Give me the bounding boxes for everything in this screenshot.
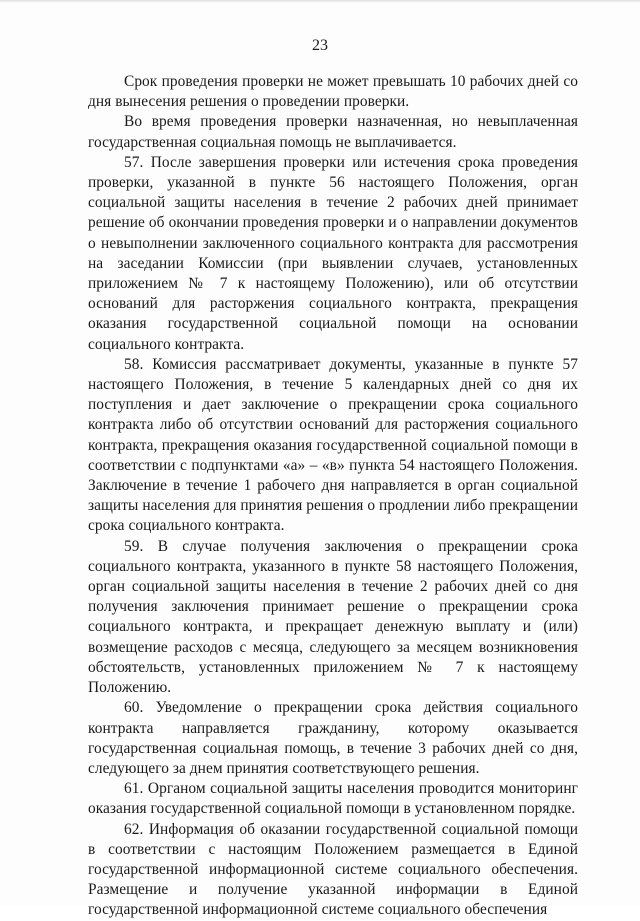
paragraph-59: 59. В случае получения заключения о прекращении срока социального контракта, указанного в пункте 58 настоящего Положения, орган социальной защиты населения в течение 2 рабочих дней со дня получения заключения принимает решение о прекращении срока социального контракта, и прекращает денежную выплату и (или) возмещение расходов с месяца, следующего за месяцем возникновения обстоятельств, установленных приложением № 7 к настоящему Положению. [88, 537, 578, 697]
document-body [88, 72, 578, 921]
paragraph-61: 61. Органом социальной защиты населения проводится мониторинг оказания государственной социальной помощи в установленном порядке. [88, 780, 578, 818]
paragraph-60: 60. Уведомление о прекращении срока действия социального контракта направляется гражданину, которому оказывается государственная социальная помощь, в течение 3 рабочих дней со дня, следующего за днем принятия соответствующего решения. [88, 699, 578, 777]
paragraph-inspection-term: Срок проведения проверки не может превышать 10 рабочих дней со дня вынесения решения о проведении проверки. [88, 73, 578, 111]
paragraph-62: 62. Информация об оказании государственной социальной помощи в соответствии с настоящим Положением размещается в Единой государственной информационной системе социального обеспечения. Размещение и получение указанной информации в Единой государственной информационной системе социального обеспечения [88, 820, 578, 919]
paragraph-57: 57. После завершения проверки или истечения срока проведения проверки, указанной в пункте 56 настоящего Положения, орган социальной защиты населения в течение 2 рабочих дней принимает решение об окончании проведения проверки и о направлении документов о невыполнении заключенного социального контракта для рассмотрения на заседании Комиссии (при выявлении случаев, установленных приложением № 7 к настоящему Положению), или об отсутствии оснований для расторжения социального контракта, прекращения оказания государственной социальной помощи на основании социального контракта. [88, 153, 578, 353]
scan-top-edge [0, 0, 640, 3]
paragraph-58: 58. Комиссия рассматривает документы, указанные в пункте 57 настоящего Положения, в течение 5 календарных дней со дня их поступления и дает заключение о прекращении срока социального контракта либо об отсутствии оснований для расторжения социального контракта, прекращения оказания государственной социальной помощи в соответствии с подпунктами «а» – «в» пункта 54 настоящего Положения. Заключение в течение 1 рабочего дня направляется в орган социальной защиты населения для принятия решения о продлении либо прекращении срока социального контракта. [88, 355, 578, 535]
paragraph-inspection-payment: Во время проведения проверки назначенная, но невыплаченная государственная социальная помощь не выплачивается. [88, 113, 578, 151]
page-number: 23 [312, 37, 328, 54]
